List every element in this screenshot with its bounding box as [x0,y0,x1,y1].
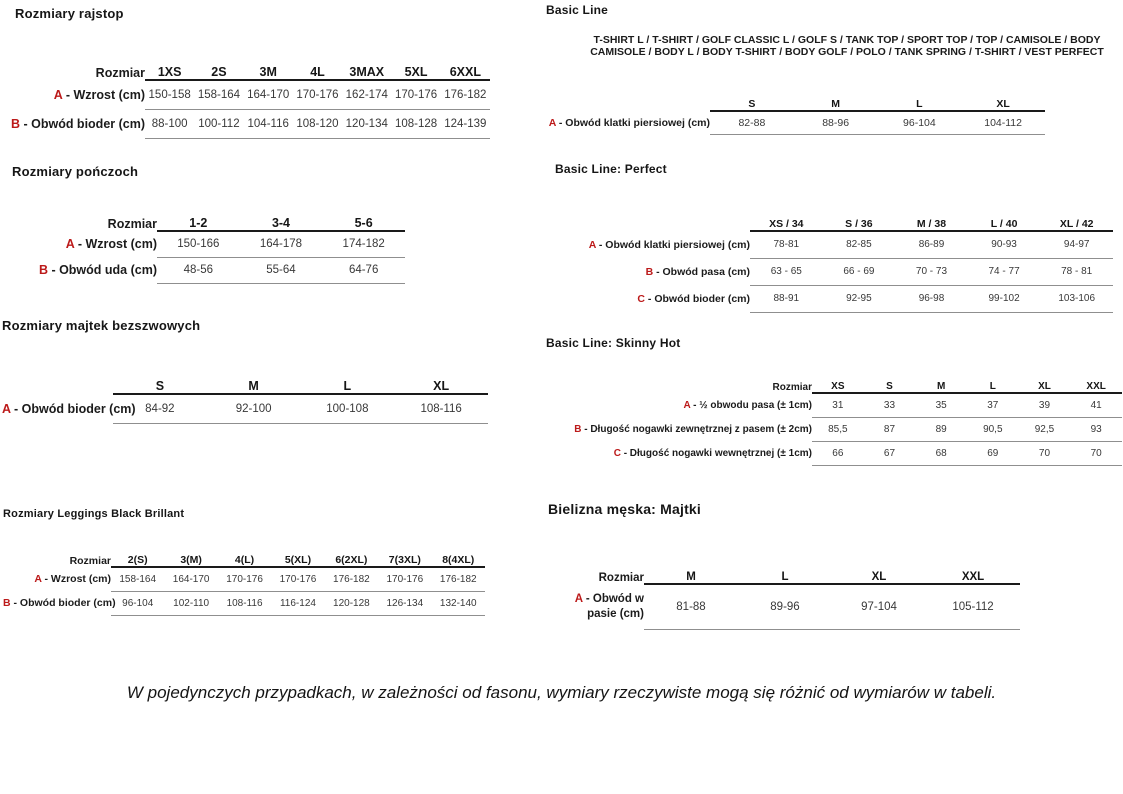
size-value: 67 [864,441,916,465]
size-value: 48-56 [157,257,240,283]
size-column-header: 6XXL [441,56,490,80]
size-column-header: 8(4XL) [432,545,485,567]
row-label: A - Wzrost (cm) [65,237,157,251]
size-value: 41 [1070,393,1122,417]
measurement-row [12,231,405,257]
size-column-header: S [113,370,207,394]
size-value: 100-108 [301,394,395,423]
size-column-header: L [738,560,832,584]
size-value: 104-116 [244,109,293,138]
measurement-row [555,285,1113,312]
size-value: 92-95 [823,285,896,312]
size-value: 93 [1070,417,1122,441]
size-value: 96-104 [111,591,164,615]
section-title: Rozmiary rajstop [15,6,124,21]
header-row [555,207,1113,231]
size-column-header: 3MAX [342,56,391,80]
size-value: 120-128 [325,591,378,615]
row-label: B - Obwód uda (cm) [38,263,157,277]
size-column-header: S [864,369,916,393]
corner-label: Rozmiar [598,572,644,584]
row-label: B - Obwód bioder (cm) [10,116,145,131]
measurement-row [544,111,1045,135]
size-column-header: 3M [244,56,293,80]
size-value: 90,5 [967,417,1019,441]
section-title: Basic Line: Perfect [555,162,667,176]
size-column-header: 5-6 [322,207,405,231]
size-table [2,370,488,424]
dimension-letter: A [65,237,75,251]
measurement-row [2,394,488,423]
size-column-header: M / 38 [895,207,968,231]
section-title: Bielizna męska: Majtki [548,501,702,517]
size-value: 81-88 [644,584,738,629]
size-value: 158-164 [194,80,243,109]
size-column-header: 1-2 [157,207,240,231]
size-column-header: S / 36 [823,207,896,231]
size-value: 124-139 [441,109,490,138]
size-column-header: XS [812,369,864,393]
size-value: 126-134 [378,591,431,615]
size-value: 68 [915,441,967,465]
section-rozmiary-majtek-bezszwowych [2,318,488,424]
size-value: 70 [1019,441,1071,465]
size-value: 88-96 [794,111,878,135]
corner-label: Rozmiar [772,382,812,393]
size-table [555,207,1113,313]
size-column-header: S [710,89,794,111]
header-row [544,89,1045,111]
size-column-header: M [207,370,301,394]
size-column-header: 7(3XL) [378,545,431,567]
size-column-header: M [644,560,738,584]
size-value: 39 [1019,393,1071,417]
size-value: 37 [967,393,1019,417]
size-value: 70 - 73 [895,258,968,285]
size-value: 170-176 [218,567,271,591]
size-value: 85,5 [812,417,864,441]
size-table [3,545,485,616]
row-label: A - Wzrost (cm) [53,87,145,102]
size-value: 150-158 [145,80,194,109]
row-label: C - Obwód bioder (cm) [637,292,750,305]
size-value: 31 [812,393,864,417]
size-value: 96-98 [895,285,968,312]
size-value: 33 [864,393,916,417]
header-row [2,370,488,394]
corner-label [2,370,113,394]
size-column-header: XL [961,89,1045,111]
size-value: 102-110 [164,591,217,615]
size-value: 69 [967,441,1019,465]
size-value: 86-89 [895,231,968,258]
size-column-header: 6(2XL) [325,545,378,567]
size-value: 108-116 [394,394,488,423]
size-table [546,369,1122,466]
size-value: 150-166 [157,231,240,257]
size-column-header: 5(XL) [271,545,324,567]
dimension-letter: B [10,116,20,131]
section-basic-line-skinny-hot [546,336,1122,466]
measurement-row [546,417,1122,441]
size-column-header: 3-4 [240,207,323,231]
corner-label [544,89,710,111]
size-value: 164-178 [240,231,323,257]
size-value: 104-112 [961,111,1045,135]
size-column-header: 5XL [391,56,440,80]
dimension-letter: A [53,87,63,102]
size-value: 105-112 [926,584,1020,629]
size-value: 176-182 [325,567,378,591]
size-value: 164-170 [244,80,293,109]
measurement-row [5,109,490,138]
size-value: 89 [915,417,967,441]
header-row [5,56,490,80]
size-value: 99-102 [968,285,1041,312]
section-rozmiary-leggings-black-brillant [3,508,485,616]
size-table [544,89,1045,136]
size-value: 132-140 [432,591,485,615]
measurement-row [3,591,485,615]
size-column-header: XXL [926,560,1020,584]
size-value: 170-176 [271,567,324,591]
size-value: 35 [915,393,967,417]
size-value: 55-64 [240,257,323,283]
size-value: 120-134 [342,109,391,138]
size-column-header: XL [832,560,926,584]
size-value: 92,5 [1019,417,1071,441]
dimension-letter: C [613,447,621,459]
section-basic-line [544,3,1119,135]
size-value: 97-104 [832,584,926,629]
dimension-letter: A [34,573,42,585]
size-value: 158-164 [111,567,164,591]
dimension-letter: A [574,592,583,605]
size-value: 88-100 [145,109,194,138]
size-value: 170-176 [391,80,440,109]
measurement-row [548,584,1020,629]
size-column-header: XL / 42 [1040,207,1113,231]
row-label: C - Długość nogawki wewnętrznej (± 1cm) [613,447,812,459]
section-bielizna-meska-majtki [548,501,1020,630]
size-value: 176-182 [441,80,490,109]
size-value: 92-100 [207,394,301,423]
row-label: B - Obwód pasa (cm) [645,265,750,278]
corner-label: Rozmiar [69,555,111,567]
size-value: 116-124 [271,591,324,615]
section-title: Rozmiary majtek bezszwowych [2,318,201,333]
row-label: A - Obwód w pasie (cm) [574,592,644,620]
size-value: 84-92 [113,394,207,423]
size-value: 78-81 [750,231,823,258]
size-table [5,56,490,139]
size-column-header: 2(S) [111,545,164,567]
size-column-header: XS / 34 [750,207,823,231]
measurement-row [555,258,1113,285]
measurement-row [5,80,490,109]
size-column-header: XXL [1070,369,1122,393]
size-value: 63 - 65 [750,258,823,285]
row-label: A - ½ obwodu pasa (± 1cm) [683,399,812,411]
dimension-letter: A [548,116,556,129]
size-value: 170-176 [293,80,342,109]
product-list: T-SHIRT L / T-SHIRT / GOLF CLASSIC L / GOLF S / TANK TOP / SPORT TOP / TOP / CAMISOLE / BODY CAMISOLE / BODY L / BODY T-SHIRT / BODY GOLF / POLO / TANK SPRING / T-SHIRT / VEST PERFECT [590,34,1104,59]
dimension-letter: A [683,399,691,411]
size-column-header: M [915,369,967,393]
size-table [12,207,405,284]
dimension-letter: B [645,265,654,278]
size-value: 108-120 [293,109,342,138]
dimension-letter: C [637,292,645,305]
size-value: 82-88 [710,111,794,135]
size-column-header: 2S [194,56,243,80]
section-rozmiary-rajstop [5,6,490,139]
disclaimer-note: W pojedynczych przypadkach, w zależności od fasonu, wymiary rzeczywiste mogą się różnić od wymiarów w tabeli. [126,683,997,702]
size-table [548,560,1020,630]
size-column-header: L [878,89,962,111]
header-row [548,560,1020,584]
size-value: 89-96 [738,584,832,629]
size-value: 174-182 [322,231,405,257]
measurement-row [3,567,485,591]
corner-label: Rozmiar [107,217,157,231]
section-rozmiary-ponczoch [12,164,405,284]
row-label: B - Obwód bioder (cm) [3,597,116,609]
size-value: 66 - 69 [823,258,896,285]
measurement-row [546,393,1122,417]
corner-label: Rozmiar [95,66,145,80]
size-value: 78 - 81 [1040,258,1113,285]
size-value: 108-128 [391,109,440,138]
size-column-header: 1XS [145,56,194,80]
size-value: 176-182 [432,567,485,591]
size-column-header: L / 40 [968,207,1041,231]
size-value: 94-97 [1040,231,1113,258]
section-title: Rozmiary pończoch [12,164,139,179]
section-title: Rozmiary Leggings Black Brillant [3,508,185,520]
size-value: 64-76 [322,257,405,283]
size-value: 90-93 [968,231,1041,258]
size-column-header: 4L [293,56,342,80]
size-column-header: XL [1019,369,1071,393]
size-value: 74 - 77 [968,258,1041,285]
size-column-header: XL [394,370,488,394]
size-value: 70 [1070,441,1122,465]
row-label: A - Wzrost (cm) [34,573,111,585]
section-basic-line-perfect [555,162,1113,313]
measurement-row [12,257,405,283]
header-row [546,369,1122,393]
size-value: 96-104 [878,111,962,135]
section-title: Basic Line [546,3,609,17]
size-value: 82-85 [823,231,896,258]
row-label: B - Długość nogawki zewnętrznej z pasem (± 2cm) [574,423,812,435]
size-value: 162-174 [342,80,391,109]
header-row [12,207,405,231]
section-title: Basic Line: Skinny Hot [546,336,681,350]
size-value: 108-116 [218,591,271,615]
size-value: 103-106 [1040,285,1113,312]
dimension-letter: B [38,263,48,277]
dimension-letter: B [574,423,582,435]
size-value: 66 [812,441,864,465]
size-value: 88-91 [750,285,823,312]
size-value: 170-176 [378,567,431,591]
header-row [3,545,485,567]
row-label: A - Obwód bioder (cm) [2,401,136,416]
row-label: A - Obwód klatki piersiowej (cm) [588,238,750,251]
size-column-header: M [794,89,878,111]
size-value: 164-170 [164,567,217,591]
size-column-header: L [967,369,1019,393]
size-column-header: 4(L) [218,545,271,567]
dimension-letter: A [588,238,596,251]
size-value: 87 [864,417,916,441]
size-column-header: L [301,370,395,394]
size-value: 100-112 [194,109,243,138]
corner-label [555,207,750,231]
dimension-letter: A [2,401,11,416]
size-column-header: 3(M) [164,545,217,567]
measurement-row [546,441,1122,465]
dimension-letter: B [3,597,11,609]
row-label: A - Obwód klatki piersiowej (cm) [548,116,710,129]
measurement-row [555,231,1113,258]
